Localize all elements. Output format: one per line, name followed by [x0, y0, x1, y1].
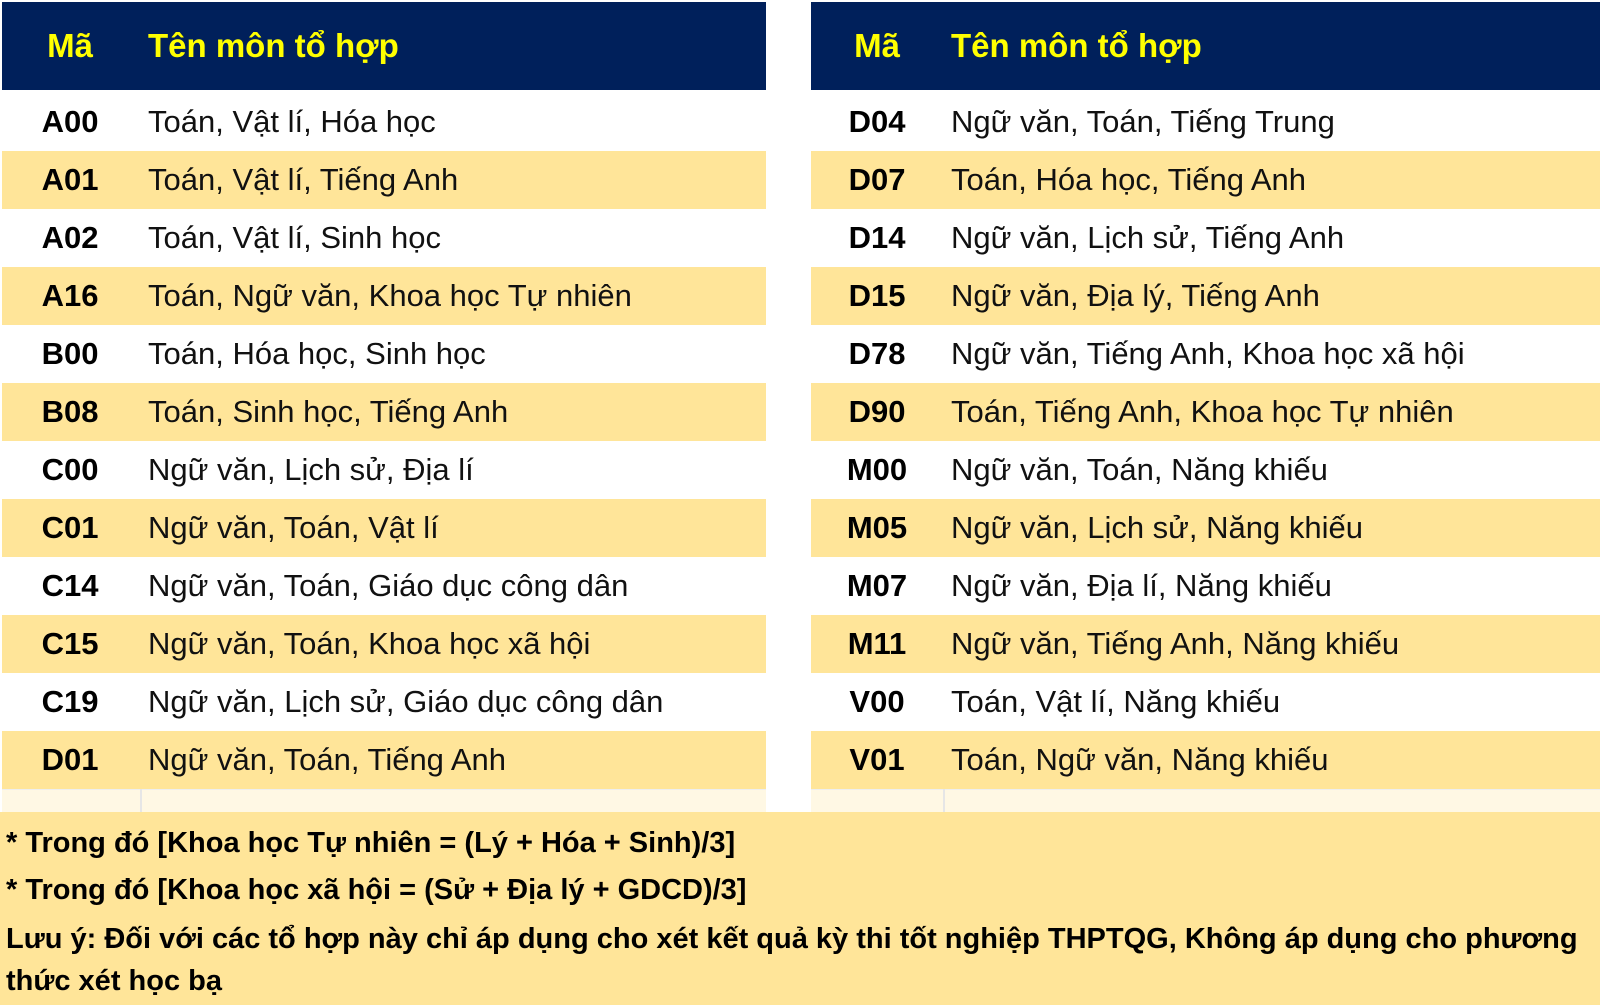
- combination-code: B00: [41, 336, 99, 371]
- table-row: [2, 93, 766, 151]
- combination-code: M07: [846, 568, 908, 603]
- combination-code: B08: [41, 394, 99, 429]
- combination-table-right: [811, 2, 1600, 789]
- table-row: [811, 151, 1600, 209]
- combination-subjects: Ngữ văn, Địa lý, Tiếng Anh: [951, 278, 1320, 313]
- combination-subjects: Toán, Tiếng Anh, Khoa học Tự nhiên: [951, 394, 1454, 429]
- combination-subjects: Toán, Sinh học, Tiếng Anh: [148, 394, 509, 429]
- header-name-label: Tên môn tổ hợp: [951, 27, 1202, 64]
- column-divider: [943, 789, 945, 813]
- combination-code: C15: [41, 626, 99, 661]
- table-row: [811, 557, 1600, 615]
- table-body-right: [811, 93, 1600, 789]
- table-row: [811, 383, 1600, 441]
- combination-code: A00: [41, 104, 99, 139]
- combination-code: V00: [849, 684, 905, 719]
- table-row: [2, 673, 766, 731]
- column-divider: [140, 789, 142, 813]
- combination-code: M00: [846, 452, 908, 487]
- header-code-label: Mã: [854, 27, 900, 64]
- table-row: [811, 267, 1600, 325]
- combination-code: C19: [41, 684, 99, 719]
- combination-code: A02: [41, 220, 99, 255]
- combination-subjects: Ngữ văn, Lịch sử, Giáo dục công dân: [148, 684, 664, 719]
- combination-subjects: Ngữ văn, Lịch sử, Địa lí: [148, 452, 474, 487]
- combination-code: A16: [41, 278, 99, 313]
- notes-panel: [0, 812, 1600, 1005]
- combination-subjects: Ngữ văn, Tiếng Anh, Khoa học xã hội: [951, 336, 1465, 371]
- combination-subjects: Ngữ văn, Tiếng Anh, Năng khiếu: [951, 626, 1400, 661]
- table-row: [811, 499, 1600, 557]
- note-social-science: * Trong đó [Khoa học xã hội = (Sử + Địa lý + GDCD)/3]: [6, 874, 747, 906]
- table-row: [811, 615, 1600, 673]
- combination-subjects: Ngữ văn, Địa lí, Năng khiếu: [951, 568, 1332, 603]
- table-header-left: [2, 2, 766, 90]
- combination-code: D01: [41, 742, 99, 777]
- combination-subjects: Ngữ văn, Toán, Giáo dục công dân: [148, 568, 629, 603]
- table-body-left: [2, 93, 766, 789]
- combination-table-left: [2, 2, 766, 789]
- table-row: [811, 325, 1600, 383]
- combination-subjects: Toán, Vật lí, Sinh học: [148, 220, 441, 255]
- empty-row-strip-left: [2, 789, 766, 814]
- combination-subjects: Ngữ văn, Toán, Khoa học xã hội: [148, 626, 591, 661]
- combination-code: D04: [848, 104, 906, 139]
- table-row: [2, 325, 766, 383]
- combination-code: D78: [848, 336, 906, 371]
- table-row: [2, 499, 766, 557]
- table-row: [2, 267, 766, 325]
- combination-code: C14: [41, 568, 99, 603]
- combination-code: D90: [848, 394, 906, 429]
- table-row: [811, 441, 1600, 499]
- table-row: [811, 731, 1600, 789]
- table-row: [811, 209, 1600, 267]
- combination-subjects: Toán, Vật lí, Hóa học: [148, 104, 436, 139]
- combination-subjects: Ngữ văn, Lịch sử, Năng khiếu: [951, 510, 1363, 545]
- table-row: [2, 557, 766, 615]
- table-header-right: [811, 2, 1600, 90]
- combination-subjects: Ngữ văn, Toán, Vật lí: [148, 510, 439, 545]
- combination-code: D07: [848, 162, 906, 197]
- empty-row-strip-right: [811, 789, 1600, 814]
- note-natural-science: * Trong đó [Khoa học Tự nhiên = (Lý + Hóa + Sinh)/3]: [6, 827, 736, 859]
- combination-subjects: Ngữ văn, Toán, Năng khiếu: [951, 452, 1328, 487]
- table-row: [811, 93, 1600, 151]
- table-row: [811, 673, 1600, 731]
- table-row: [2, 731, 766, 789]
- combination-subjects: Toán, Ngữ văn, Khoa học Tự nhiên: [148, 278, 632, 313]
- table-row: [2, 441, 766, 499]
- combination-subjects: Toán, Ngữ văn, Năng khiếu: [951, 742, 1329, 777]
- combination-subjects: Toán, Vật lí, Tiếng Anh: [148, 162, 459, 197]
- combination-code: M11: [847, 626, 907, 661]
- combination-code: A01: [41, 162, 99, 197]
- header-code-label: Mã: [47, 27, 93, 64]
- combination-subjects: Toán, Hóa học, Sinh học: [148, 336, 486, 371]
- combination-code: C00: [41, 452, 99, 487]
- combination-code: M05: [846, 510, 908, 545]
- combination-code: D15: [848, 278, 906, 313]
- combination-code: C01: [41, 510, 99, 545]
- combination-subjects: Toán, Vật lí, Năng khiếu: [951, 684, 1281, 719]
- header-name-label: Tên môn tổ hợp: [148, 27, 399, 64]
- table-row: [2, 151, 766, 209]
- combination-subjects: Ngữ văn, Lịch sử, Tiếng Anh: [951, 220, 1345, 255]
- table-row: [2, 615, 766, 673]
- note-warning: Lưu ý: Đối với các tổ hợp này chỉ áp dụng cho xét kết quả kỳ thi tốt nghiệp THPTQG, Không áp dụng cho phương thức xét học bạ: [6, 923, 1578, 997]
- combination-subjects: Ngữ văn, Toán, Tiếng Trung: [951, 104, 1335, 139]
- combination-code: D14: [848, 220, 906, 255]
- combination-code: V01: [849, 742, 905, 777]
- table-row: [2, 209, 766, 267]
- table-row: [2, 383, 766, 441]
- combination-subjects: Toán, Hóa học, Tiếng Anh: [951, 162, 1307, 197]
- combination-subjects: Ngữ văn, Toán, Tiếng Anh: [148, 742, 506, 777]
